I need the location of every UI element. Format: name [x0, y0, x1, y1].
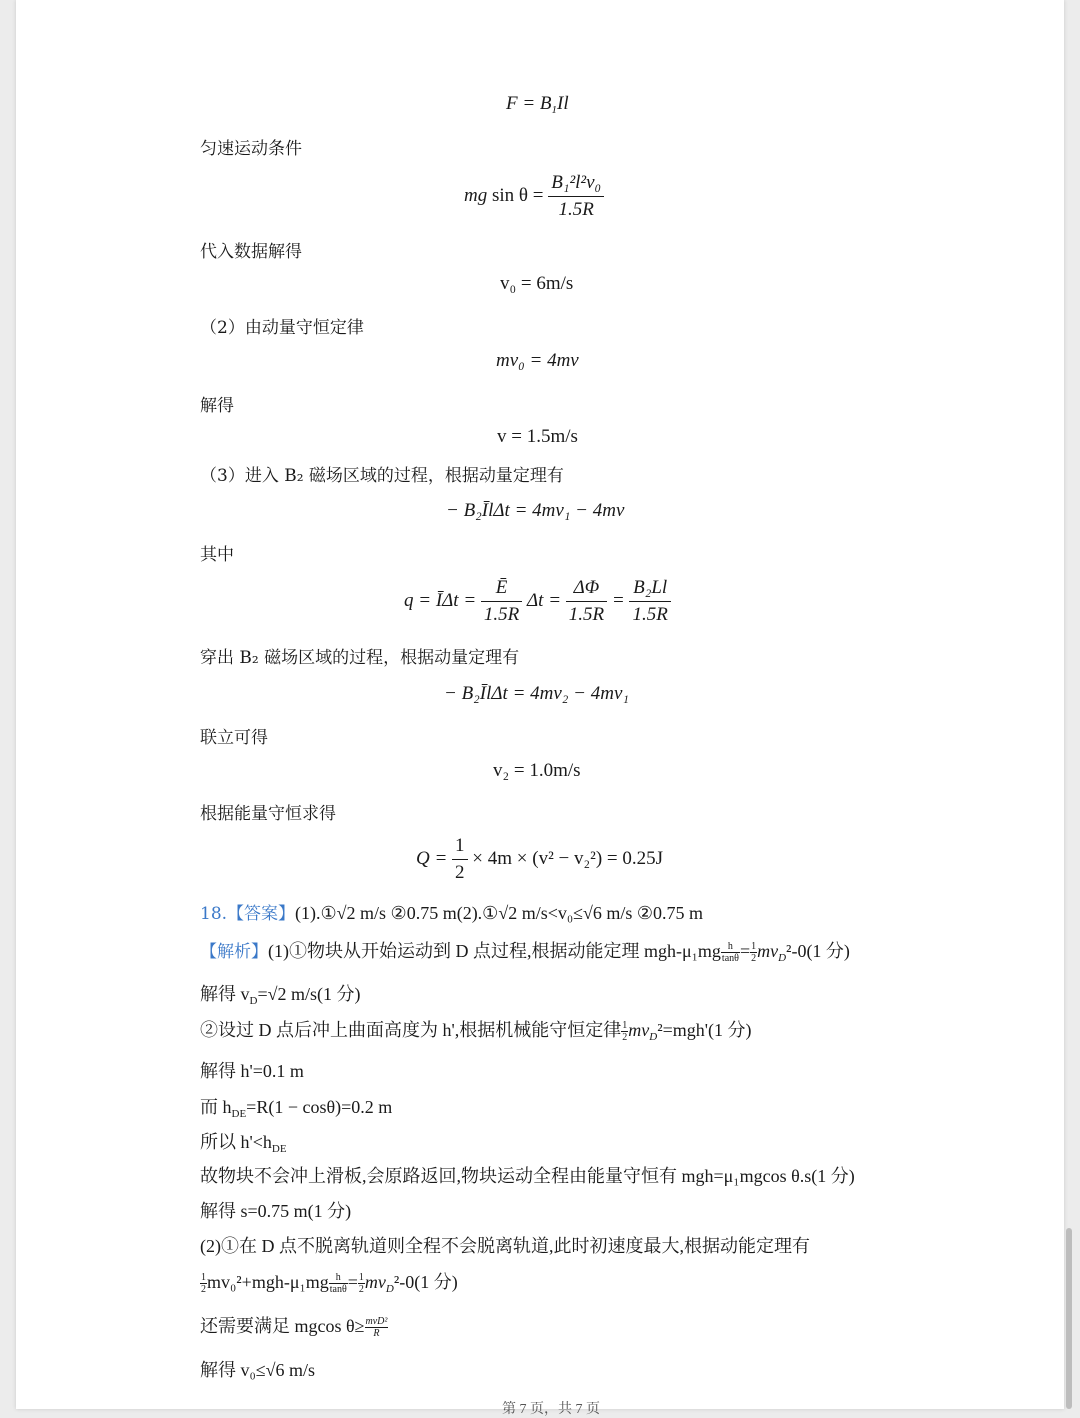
- analysis-height: ②设过 D 点后冲上曲面高度为 h',根据机械能守恒定律 $\frac{1}{2}$ $mv_D^2=mgh'(1$ 分): [200, 1020, 752, 1044]
- analysis-s: 解得 s=0.75 m(1 分): [200, 1201, 352, 1221]
- analysis-result: 解得 v₀≤√6 m/s: [200, 1360, 316, 1380]
- answer-18: 18.【答案】(1).①√2 m/s ②0.75 m(2).①√2 m/s<v₀≤√6 m/s ②0.75 m: [200, 903, 704, 924]
- equation-enter-impulse: − B₂ĪlΔt = 4mv₁ − 4mv: [446, 500, 625, 521]
- analysis-energy: 故物块不会冲上滑板,会原路返回,物块运动全程由能量守恒有 mgh=μ₁mgcos θ.s(1 分): [200, 1166, 855, 1186]
- equation-heat: Q = $\frac{1}{2}$ × 4m × (v² − v₂²) = 0.25J: [416, 835, 664, 883]
- analysis-condition: 还需要满足 mgcos θ≥ mvD² R: [200, 1316, 388, 1340]
- text-enter-b2: （3）进入 B₂ 磁场区域的过程，根据动量定理有: [200, 466, 564, 486]
- equation-v2: v₂ = 1.0m/s: [493, 760, 581, 781]
- text-solve-1: 解得: [200, 396, 234, 416]
- text-exit-b2: 穿出 B₂ 磁场区域的过程，根据动量定理有: [200, 648, 520, 668]
- equation-v0: v₀ = 6m/s: [500, 273, 574, 294]
- analysis-h-prime: 解得 h'=0.1 m: [200, 1061, 304, 1081]
- analysis-compare: 所以 $h'<h_{DE}$: [200, 1132, 287, 1155]
- text-where: 其中: [200, 545, 234, 565]
- equation-charge: q = ĪΔt = $\frac{Ē}{1.5R}$ Δt = $\frac{\Delta\Phi}{1.5R}$ = $\frac{\text{B₂Ll}}{1.5R}$: [404, 575, 671, 628]
- analysis-line-1: 【解析】(1)①物块从开始运动到 D 点过程,根据动能定理 mgh-μ₁mg $\frac{h}{\tan\theta}$ = $\frac{1}{2}$ $mv_D^2-0(1$ 分): [200, 941, 850, 965]
- equation-uniform-condition: mg sin θ = $\frac{\text{B₁²l²v₀}}{1.5R}$: [464, 170, 604, 223]
- text-energy-conservation: 根据能量守恒求得: [200, 804, 336, 824]
- text-substitute: 代入数据解得: [200, 242, 302, 262]
- text-momentum-conservation: （2）由动量守恒定律: [200, 318, 364, 338]
- equation-force: $F = B_1Il$: [506, 93, 569, 116]
- page-footer: 第 7 页，共 7 页: [502, 1402, 600, 1417]
- document-page: [16, 0, 1064, 1417]
- analysis-vd: 解得 $v_D=√2$ m/s(1 分): [200, 984, 361, 1007]
- analysis-part2: (2)①在 D 点不脱离轨道则全程不会脱离轨道,此时初速度最大,根据动能定理有: [200, 1236, 810, 1256]
- equation-v: v = 1.5m/s: [497, 426, 578, 447]
- analysis-kinetic-theorem: $\frac{1}{2}$ mv₀²+mgh-μ₁mg $\frac{h}{\tan\theta}$ = $\frac{1}{2}$ $mv_D^2-0(1$ 分): [201, 1272, 458, 1296]
- equation-exit-impulse: − B₂ĪlΔt = 4mv₂ − 4mv₁: [444, 683, 629, 704]
- scrollbar[interactable]: [1066, 1228, 1072, 1409]
- equation-momentum: mv₀ = 4mv: [496, 350, 579, 371]
- text-uniform-motion: 匀速运动条件: [200, 139, 302, 159]
- analysis-hde: 而 $h_{DE}=R(1 - \cos\theta)=0.2$ m: [200, 1097, 393, 1120]
- text-combine: 联立可得: [200, 728, 268, 748]
